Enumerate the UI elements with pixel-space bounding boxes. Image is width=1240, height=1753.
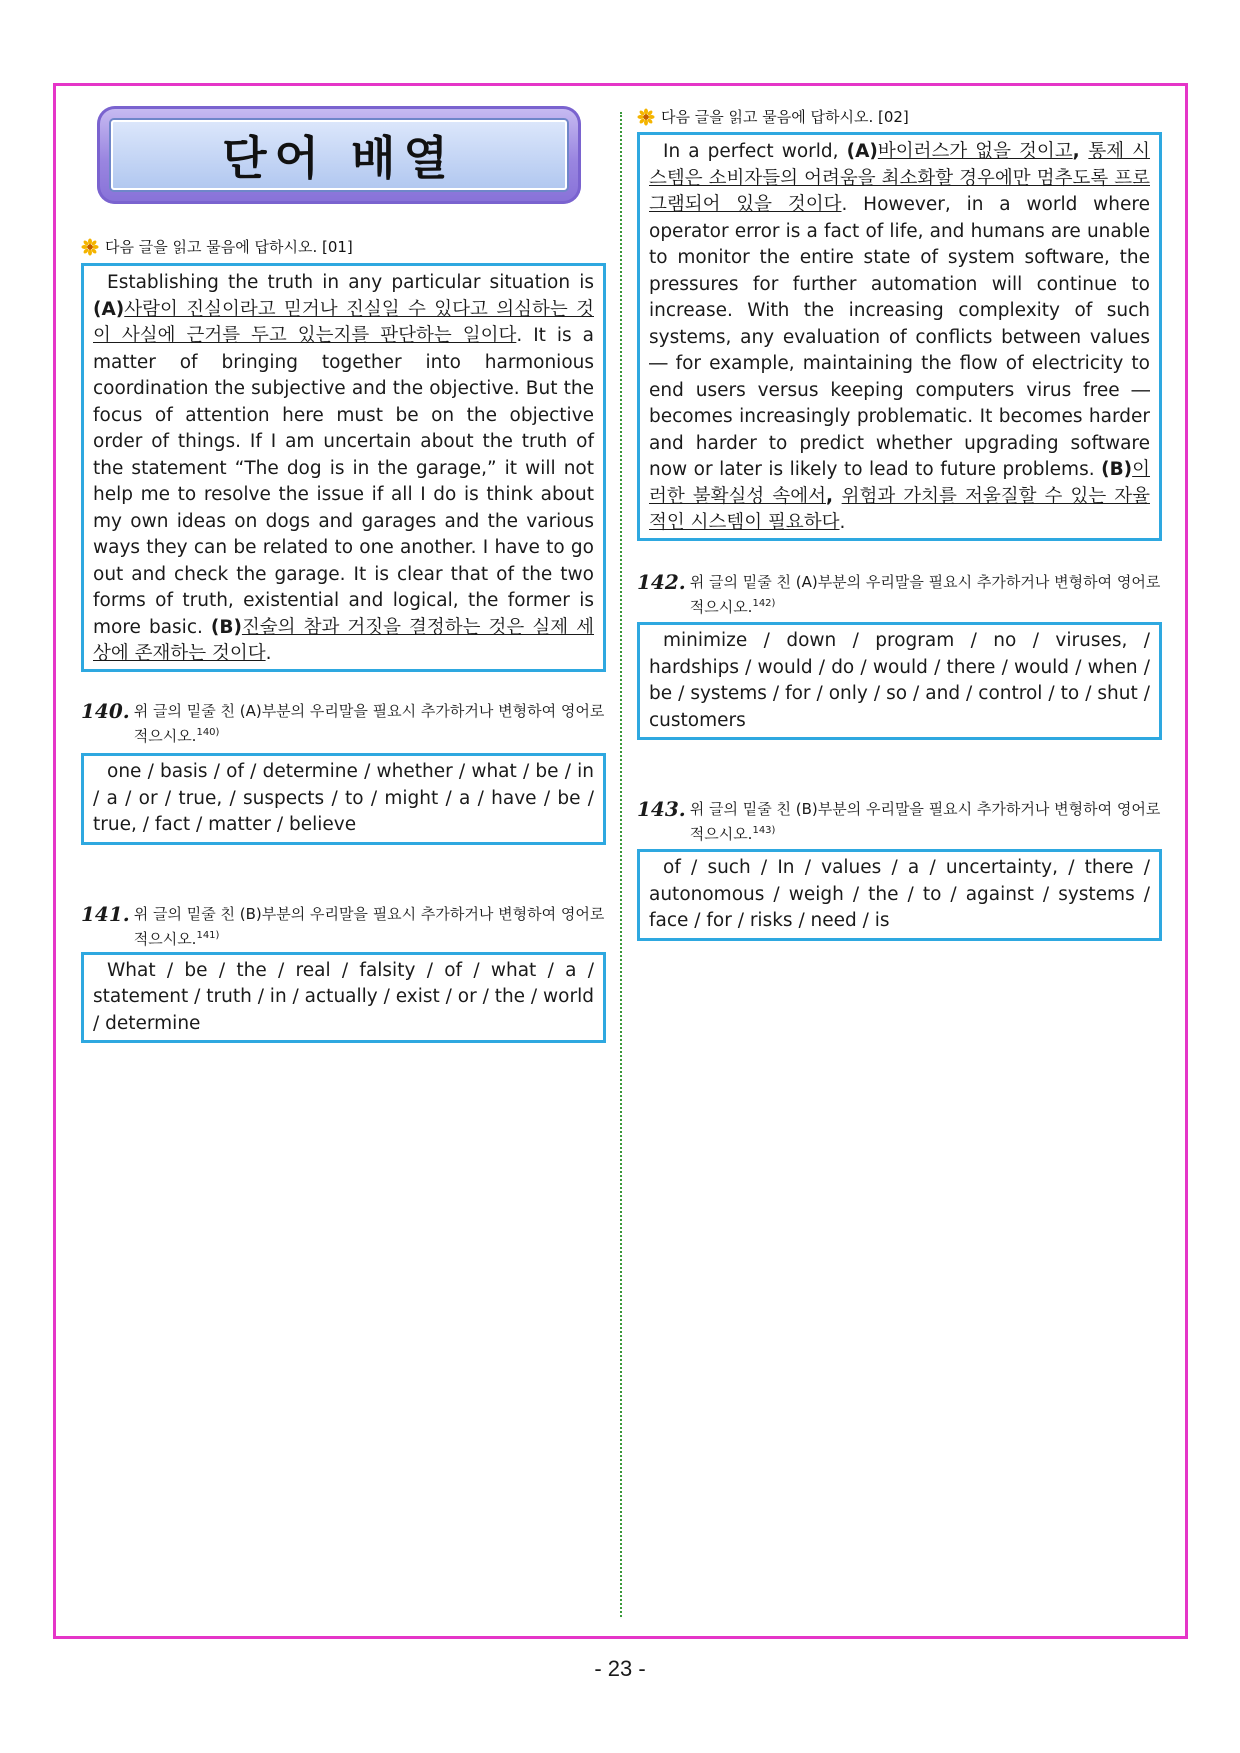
passage-instruction xyxy=(81,236,606,257)
underlined-segment: 바이러스가 없을 것이고 xyxy=(877,141,1073,162)
footnote-ref: 142) xyxy=(752,598,776,609)
bold-marker: (B) xyxy=(210,616,242,638)
text-segment: . xyxy=(265,643,272,664)
question-142 xyxy=(637,571,1162,740)
footnote-ref: 143) xyxy=(752,825,776,836)
word-bank: one / basis / of / determine / whether / what / be / in / a / or / true, / suspects / to / might / a / have / be / true, / fact / matter / believe xyxy=(93,761,594,835)
passage-text xyxy=(649,139,1150,537)
page-number: - 23 - xyxy=(594,1656,646,1681)
passage-box xyxy=(81,263,606,672)
underlined-segment: 사람이 진실이라고 믿거나 진실일 수 있다고 의심하는 것이 사실에 근거를 두고 있는지를 판단하는 일이다 xyxy=(93,298,594,346)
text-segment: In a perfect world, xyxy=(663,141,847,162)
bold-marker: (B) xyxy=(1101,459,1133,480)
word-bank: What / be / the / real / falsity / of / what / a / statement / truth / in / actually / exist / or / the / world / determine xyxy=(93,959,594,1034)
instruction-text: 다음 글을 읽고 물음에 답하시오. [02] xyxy=(661,108,909,126)
flower-icon xyxy=(637,108,655,126)
passage-box xyxy=(637,132,1162,541)
question-141 xyxy=(81,903,606,1044)
passage-text xyxy=(93,270,594,668)
text-segment: . However, in a world where operator error is a fact of life, and humans are unable to monitor the entire state of system software, the pressures for further automation will continue to increase. With the increasing complexity of such systems, any evaluation of conflicts between values ― for example, maintaining the flow of electricity to end users versus keeping computers virus free ― becomes increasingly problematic. It becomes harder and harder to predict whether upgrading software now or later is likely to lead to future problems. xyxy=(649,194,1150,480)
question-prompt xyxy=(81,700,606,747)
flower-icon xyxy=(81,238,99,256)
passage-instruction xyxy=(637,106,1162,127)
title-banner xyxy=(97,106,581,204)
question-number: 140. xyxy=(81,699,130,723)
question-prompt xyxy=(81,903,606,950)
word-bank: minimize / down / program / no / viruses, / hardships / would / do / would / there / would / when / be / systems / for / only / so / and / control / to / shut / customers xyxy=(649,630,1150,731)
text-segment: . xyxy=(839,512,846,533)
question-text: 위 글의 밑줄 친 (A)부분의 우리말을 필요시 추가하거나 변형하여 영어로 적으시오. xyxy=(133,702,605,745)
title-banner-inner xyxy=(111,120,567,190)
page-title: 단어 배열 xyxy=(222,131,456,185)
text-segment: . It is a matter of bringing together into harmonious coordination the subjective and the objective. But the focus of attention here must be on the objective order of things. If I am uncertain about the truth of the statement “The dog is in the garage,” it will not help me to resolve the issue if all I do is think about my own ideas on dogs and garages and the various ways they can be related to one another. I have to go out and check the garage. It is clear that of the two forms of truth, existential and logical, the former is more basic. xyxy=(93,325,594,638)
question-140 xyxy=(81,700,606,845)
underlined-segment: 진술의 참과 거짓을 결정하는 것은 실제 세상에 존재하는 것이다 xyxy=(93,616,595,664)
bold-marker: , xyxy=(825,485,842,507)
underlined-segment: 이러한 불확실성 속에서 xyxy=(649,459,1150,507)
column-divider xyxy=(620,112,622,1617)
right-column xyxy=(637,106,1162,941)
question-number: 143. xyxy=(637,797,686,821)
underlined-segment: 위험과 가치를 저울질할 수 있는 자율적인 시스템이 필요하다 xyxy=(649,485,1150,533)
word-bank-box xyxy=(637,849,1162,941)
question-text: 위 글의 밑줄 친 (B)부분의 우리말을 필요시 추가하거나 변형하여 영어로 적으시오. xyxy=(689,800,1161,843)
word-bank-box xyxy=(81,952,606,1044)
question-number: 142. xyxy=(637,570,686,594)
question-text: 위 글의 밑줄 친 (B)부분의 우리말을 필요시 추가하거나 변형하여 영어로 적으시오. xyxy=(133,904,605,948)
question-prompt xyxy=(637,571,1162,618)
footnote-ref: 140) xyxy=(196,727,220,738)
question-number: 141. xyxy=(81,901,130,926)
word-bank: of / such / In / values / a / uncertainty, / there / autonomous / weigh / the / to / against / systems / face / for / risks / need / is xyxy=(649,857,1150,931)
bold-marker: (A) xyxy=(846,141,878,162)
word-bank-box xyxy=(81,753,606,845)
question-prompt xyxy=(637,798,1162,845)
bold-marker: , xyxy=(1072,141,1089,162)
word-bank-box xyxy=(637,622,1162,740)
footnote-ref: 141) xyxy=(196,929,220,941)
instruction-text: 다음 글을 읽고 물음에 답하시오. [01] xyxy=(105,238,353,256)
bold-marker: (A) xyxy=(93,298,125,320)
underlined-segment: 통제 시스템은 소비자들의 어려움을 최소화할 경우에만 멈추도록 프로그램되어 있을 것이다 xyxy=(649,141,1150,215)
question-143 xyxy=(637,798,1162,941)
left-column xyxy=(81,106,606,1043)
question-text: 위 글의 밑줄 친 (A)부분의 우리말을 필요시 추가하거나 변형하여 영어로 적으시오. xyxy=(689,573,1161,616)
text-segment: Establishing the truth in any particular situation is xyxy=(107,272,594,293)
